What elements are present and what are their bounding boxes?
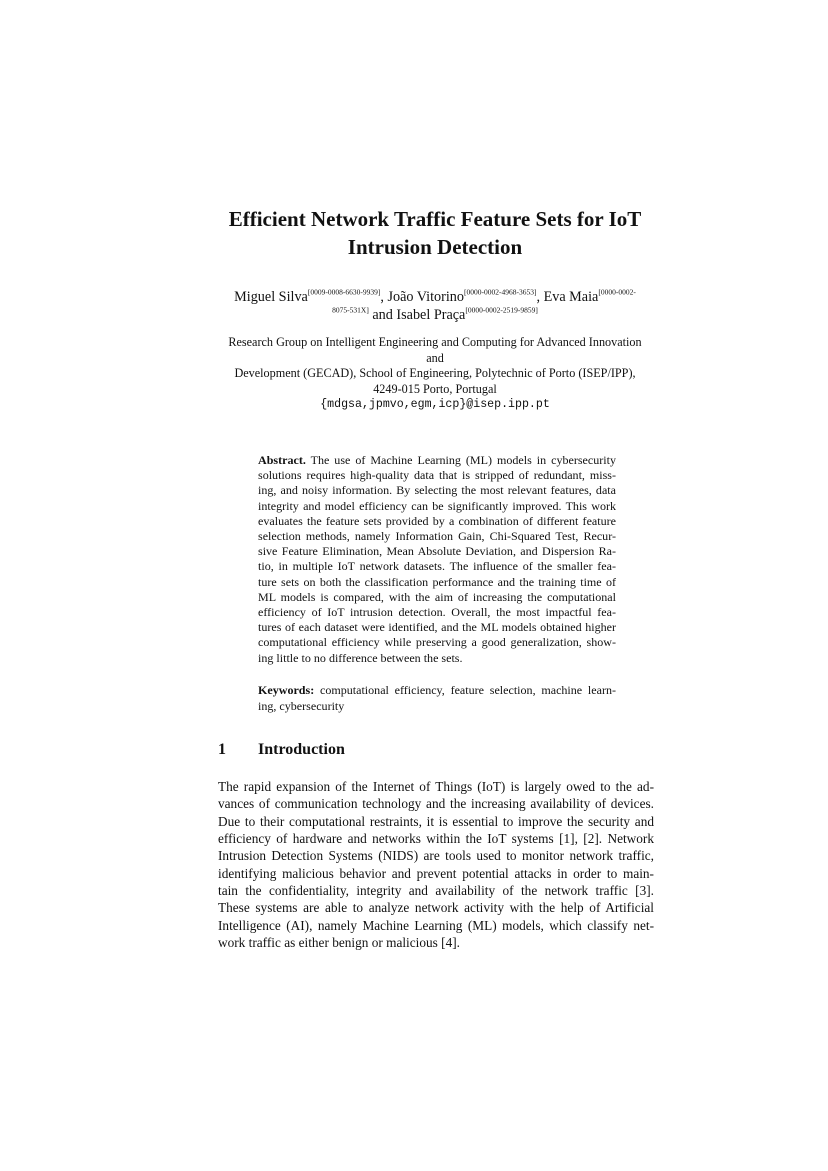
abstract-line: ing, and noisy information. By selecting the most relevant features, data (258, 483, 616, 498)
abstract (258, 453, 616, 666)
abstract-line: evaluates the feature sets provided by a combination of different feature (258, 513, 616, 528)
section-title: Introduction (258, 741, 345, 758)
abstract-label: Abstract. (258, 453, 306, 467)
body-line: Intelligence (AI), namely Machine Learning (ML) models, which classify net- (218, 917, 654, 933)
section-heading (218, 740, 648, 760)
keywords (258, 683, 616, 714)
section-number: 1 (218, 741, 226, 758)
keywords-label: Keywords: (258, 683, 315, 697)
author-list (205, 288, 665, 324)
body-line: tain the confidentiality, integrity and availability of the network traffic [3]. (218, 883, 654, 899)
abstract-line: tures of each dataset were identified, and the ML models obtained higher (258, 620, 616, 635)
body-line: vances of communication technology and the increasing availability of devices. (218, 796, 654, 812)
author-name: and Isabel Praça (368, 307, 466, 323)
orcid-id: [0009-0008-6630-9939] (307, 287, 381, 297)
abstract-line: ing little to no difference between the sets. (258, 650, 463, 665)
abstract-line: Abstract. The use of Machine Learning (ML) models in cybersecurity (258, 453, 616, 467)
abstract-line: tio, in multiple IoT network datasets. The influence of the smaller fea- (258, 559, 616, 574)
keywords-line: Keywords: computational efficiency, feature selection, machine learn- (258, 683, 616, 697)
author-name: , João Vitorino (380, 289, 464, 305)
keywords-line: ing, cybersecurity (258, 698, 345, 713)
abstract-line: selection methods, namely Information Gain, Chi-Squared Test, Recur- (258, 529, 616, 544)
abstract-line: solutions requires high-quality data that is stripped of redundant, miss- (258, 468, 616, 483)
affiliation-line: Development (GECAD), School of Engineering, Polytechnic of Porto (ISEP/IPP), (234, 366, 636, 381)
orcid-id: 8075-531X] (332, 305, 369, 315)
title-line-2: Intrusion Detection (347, 235, 523, 259)
author-name: , Eva Maia (536, 289, 599, 305)
orcid-id: [0000-0002-4968-3653] (463, 287, 537, 297)
body-line: These systems are able to analyze network activity with the help of Artificial (218, 900, 654, 916)
author-name: Miguel Silva (234, 289, 308, 305)
body-line: The rapid expansion of the Internet of Things (IoT) is largely owed to the ad- (218, 779, 654, 794)
author-emails: {mdgsa,jpmvo,egm,icp}@isep.ipp.pt (320, 398, 550, 412)
affiliation-line: 4249-015 Porto, Portugal (373, 381, 497, 396)
abstract-line: efficiency of IoT intrusion detection. Overall, the most impactful fea- (258, 605, 616, 620)
abstract-line: ML models is compared, with the aim of increasing the computational (258, 589, 616, 604)
body-line: Due to their computational restraints, it is essential to improve the security and (218, 813, 654, 829)
affiliation-line: Research Group on Intelligent Engineering and Computing for Advanced Innovation (228, 335, 642, 349)
body-line: work traffic as either benign or malicious [4]. (218, 935, 460, 951)
abstract-line: integrity and model efficiency can be significantly improved. This work (258, 498, 616, 513)
introduction-paragraph (218, 778, 654, 951)
body-line: identifying malicious behavior and prevent potential attacks in order to main- (218, 865, 654, 881)
affiliation-block (205, 335, 665, 413)
title-line-1: Efficient Network Traffic Feature Sets for IoT (228, 207, 642, 231)
abstract-line: sive Feature Elimination, Mean Absolute Deviation, and Dispersion Ra- (258, 544, 616, 559)
body-line: Intrusion Detection Systems (NIDS) are tools used to monitor network traffic, (218, 848, 654, 864)
affiliation-line: and (426, 350, 444, 365)
orcid-id: [0000-0002- (598, 287, 636, 297)
abstract-line: ture sets on both the classification performance and the training time of (258, 574, 616, 589)
abstract-line: computational efficiency while preserving a good generalization, show- (258, 635, 616, 650)
orcid-id: [0000-0002-2519-9859] (465, 305, 538, 315)
paper-title (200, 205, 670, 261)
body-line: efficiency of hardware and networks within the IoT systems [1], [2]. Network (218, 831, 654, 847)
